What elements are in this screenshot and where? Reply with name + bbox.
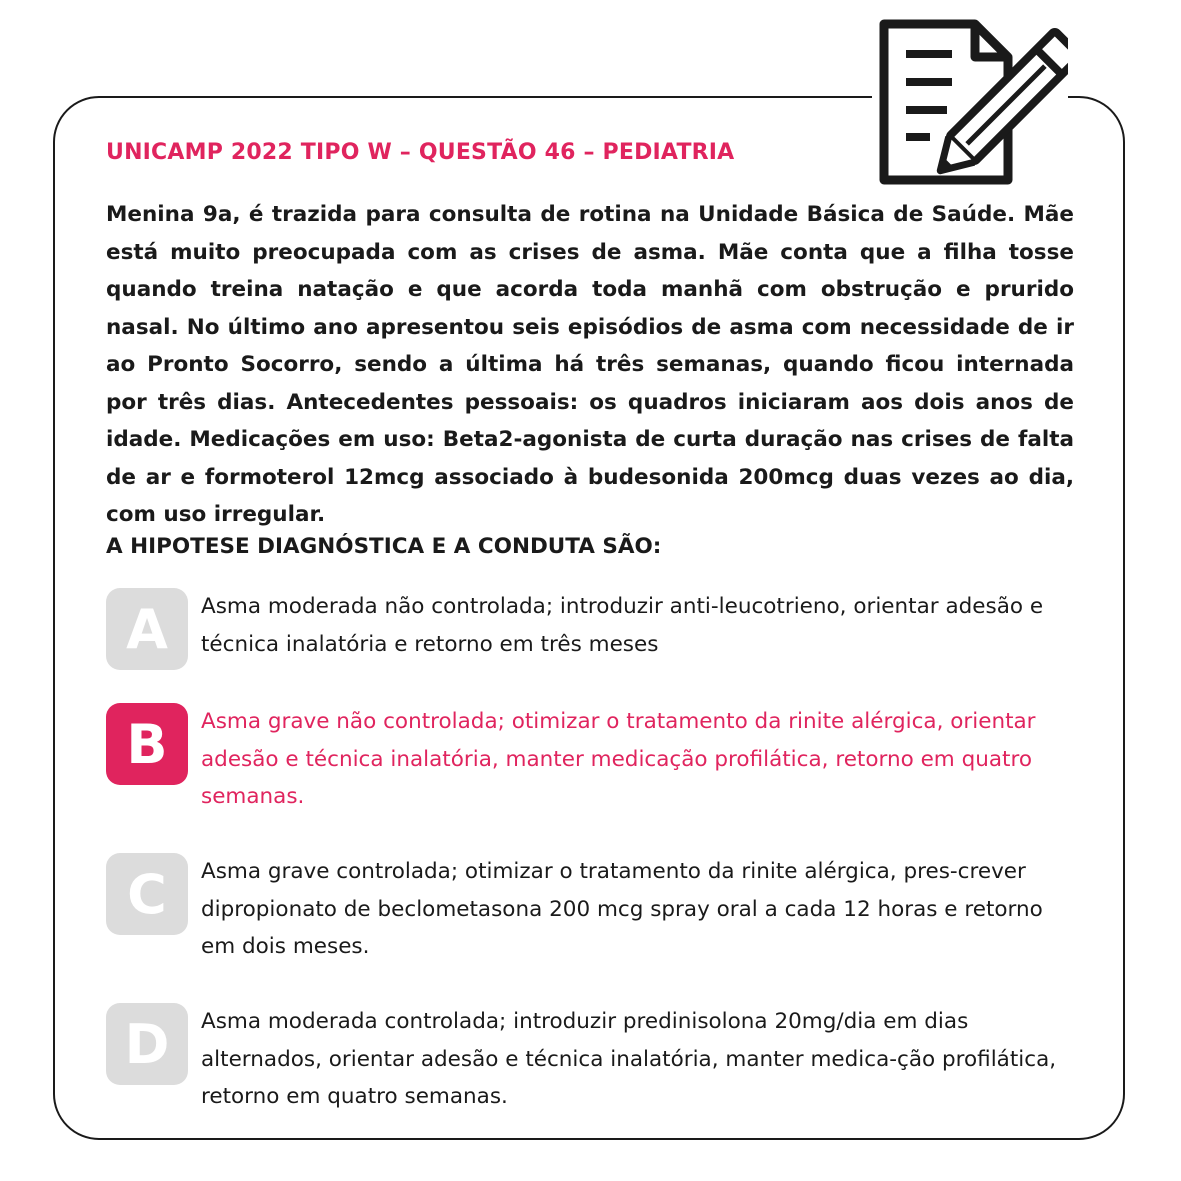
option-text-d: Asma moderada controlada; introduzir predinisolona 20mg/dia em dias alternados, orientar adesão e técnica inalatória, manter medica-ção profilática, retorno em quatro semanas. xyxy=(201,1009,1057,1109)
document-pencil-icon xyxy=(872,10,1068,190)
option-badge-d[interactable]: D xyxy=(106,1003,188,1085)
question-body: Menina 9a, é trazida para consulta de rotina na Unidade Básica de Saúde. Mãe está muito preocupada com as crises de asma. Mãe conta que a filha tosse quando treina natação e que acorda toda manhã com obstrução e prurido nasal. No último ano apresentou seis episódios de asma com necessidade de ir ao Pronto Socorro, sendo a última há três semanas, quando ficou internada por três dias. Antecedentes pessoais: os quadros iniciaram aos dois anos de idade. Medicações em uso: Beta2-agonista de curta duração nas crises de falta de ar e formoterol 12mcg associado à budesonida 200mcg duas vezes ao dia, com uso irregular. xyxy=(106,202,1074,527)
option-text-b: Asma grave não controlada; otimizar o tratamento da rinite alérgica, orientar adesão e técnica inalatória, manter medicação profilática, retorno em quatro semanas. xyxy=(201,709,1036,809)
option-badge-c[interactable]: C xyxy=(106,853,188,935)
question-header: UNICAMP 2022 TIPO W – QUESTÃO 46 – PEDIATRIA xyxy=(106,140,735,165)
option-text-a: Asma moderada não controlada; introduzir anti-leucotrieno, orientar adesão e técnica inalatória e retorno em três meses xyxy=(201,594,1044,657)
question-prompt: A HIPOTESE DIAGNÓSTICA E A CONDUTA SÃO: xyxy=(106,534,662,559)
option-badge-b[interactable]: B xyxy=(106,703,188,785)
option-text-c: Asma grave controlada; otimizar o tratamento da rinite alérgica, pres-crever dipropionato de beclometasona 200 mcg spray oral a cada 12 horas e retorno em dois meses. xyxy=(201,859,1043,959)
option-badge-a[interactable]: A xyxy=(106,588,188,670)
